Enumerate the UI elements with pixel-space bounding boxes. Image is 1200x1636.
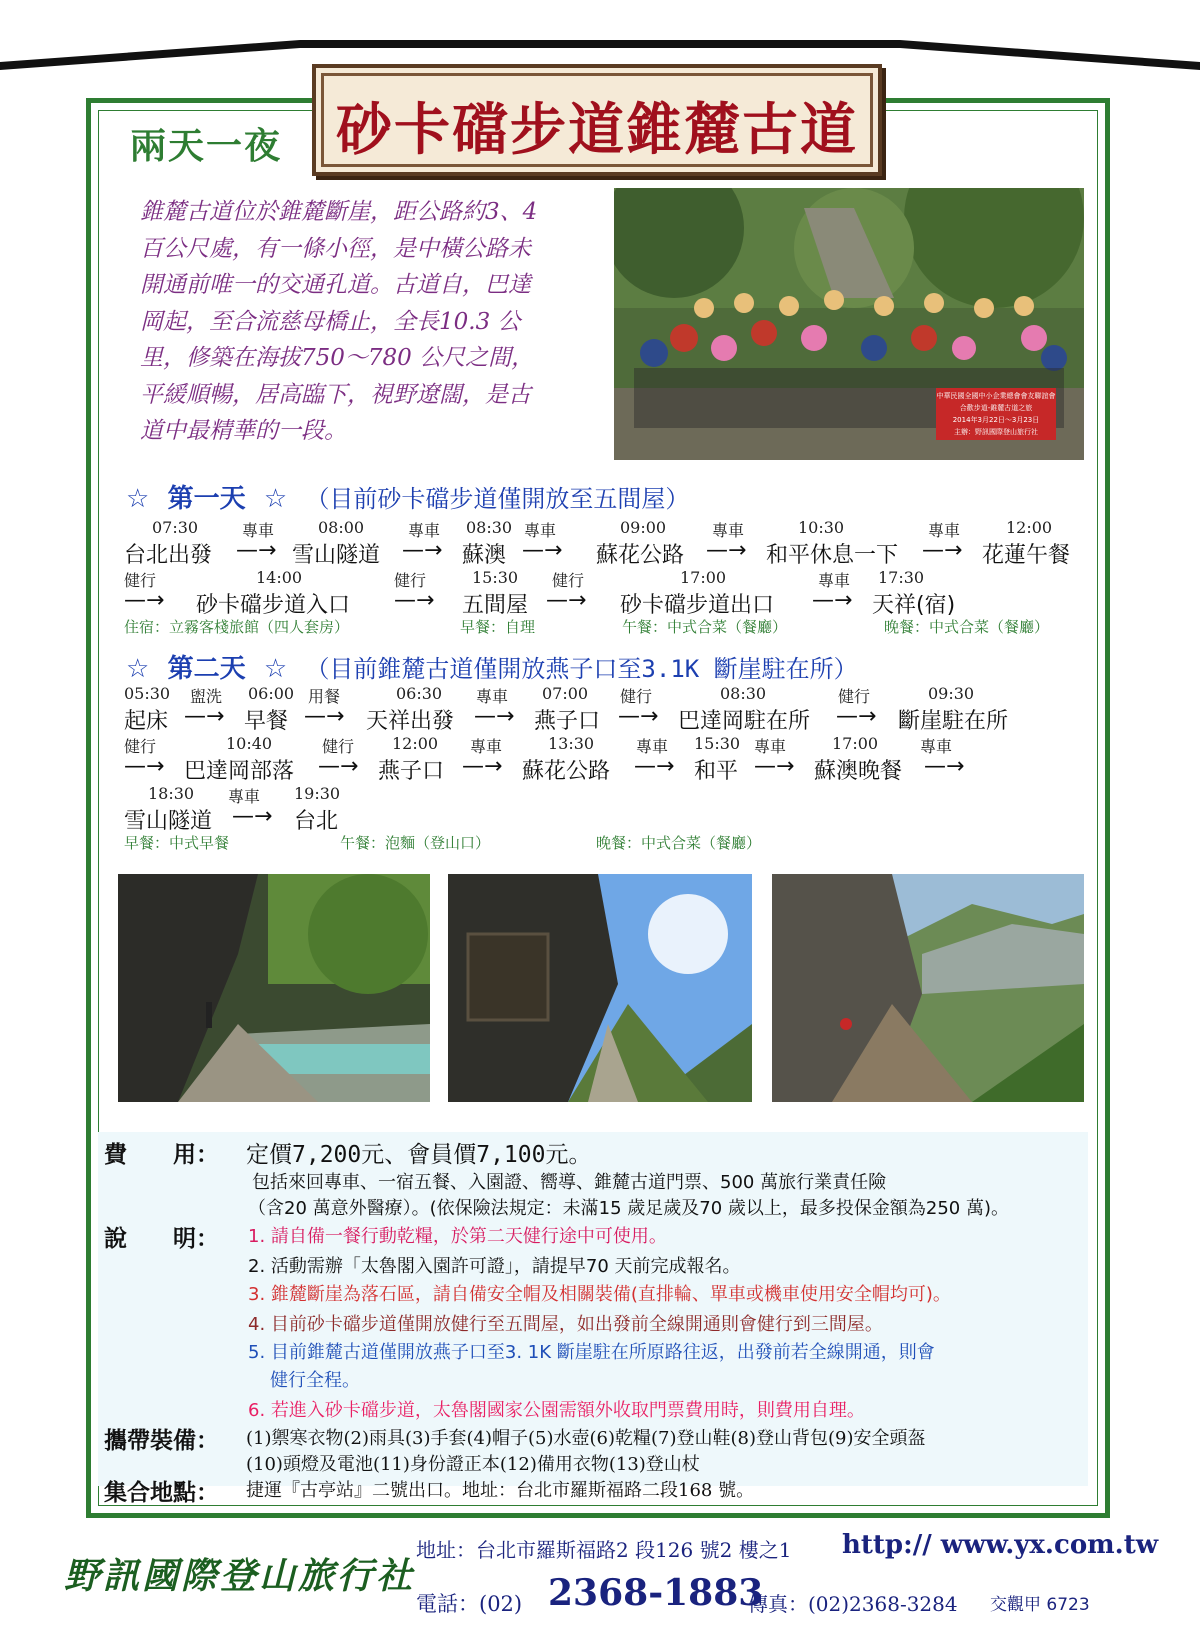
arrow-icon: —→	[836, 704, 877, 729]
itinerary-place: 燕子口	[534, 709, 601, 734]
note-item: 4. 目前砂卡礑步道僅開放健行至五間屋，如出發前全線開通則會健行到三間屋。	[248, 1314, 883, 1335]
banner-line: 中華民國全國中小企業總會會友聯誼會	[936, 392, 1056, 400]
itinerary-place: 起床	[124, 709, 169, 734]
agency-website[interactable]: http:// www.yx.com.tw	[842, 1530, 1159, 1560]
trail-photo-gorge	[118, 874, 430, 1102]
day2-heading	[126, 648, 858, 685]
itinerary-time: 12:00	[1006, 518, 1053, 537]
meal-info: 早餐：中式早餐	[124, 834, 230, 852]
day2-note: （目前錐麓古道僅開放燕子口至3.1K 斷崖駐在所）	[305, 655, 858, 683]
itinerary-transport: 健行	[552, 571, 585, 590]
arrow-icon: —→	[924, 754, 965, 779]
note-item: 1. 請自備一餐行動乾糧，於第二天健行途中可使用。	[248, 1226, 667, 1247]
license-number: 交觀甲 6723	[990, 1595, 1090, 1615]
itinerary-time: 10:40	[226, 734, 273, 753]
title-plaque	[312, 64, 882, 176]
phone-number[interactable]: 2368-1883	[548, 1572, 764, 1614]
itinerary-transport: 盥洗	[190, 687, 223, 706]
note-item: 2. 活動需辦「太魯閣入園許可證」，請提早70 天前完成報名。	[248, 1256, 741, 1277]
itinerary-time: 12:00	[392, 734, 439, 753]
itinerary-transport: 健行	[322, 737, 355, 756]
intro-line: 錐麓古道位於錐麓斷崖，距公路約3、4	[140, 199, 538, 225]
itinerary-time: 06:30	[396, 684, 443, 703]
itinerary-transport: 專車	[818, 571, 851, 590]
intro-paragraph	[140, 194, 560, 450]
arrow-icon: —→	[754, 754, 795, 779]
arrow-icon: —→	[474, 704, 515, 729]
fee-detail: 包括來回專車、一宿五餐、入園證、嚮導、錐麓古道門票、500 萬旅行業責任險	[252, 1172, 887, 1193]
itinerary-transport: 專車	[228, 787, 261, 806]
itinerary-transport: 專車	[636, 737, 669, 756]
itinerary-transport: 專車	[242, 521, 275, 540]
notes-label: 說 明：	[104, 1226, 219, 1252]
itinerary-time: 09:30	[928, 684, 975, 703]
itinerary-transport: 健行	[838, 687, 871, 706]
trip-duration: 兩天一夜	[130, 126, 283, 167]
itinerary-time: 10:30	[798, 518, 845, 537]
intro-line: 平緩順暢，居高臨下，視野遼闊，是古	[140, 381, 531, 408]
arrow-icon: —→	[522, 538, 563, 563]
itinerary-place: 蘇澳晚餐	[814, 759, 903, 784]
fax-number: 傳真：(02)2368-3284	[748, 1592, 958, 1616]
meal-info: 午餐：中式合菜（餐廳）	[622, 618, 788, 636]
arrow-icon: —→	[546, 588, 587, 613]
note-item: 6. 若進入砂卡礑步道，太魯閣國家公園需額外收取門票費用時，則費用自理。	[248, 1400, 865, 1421]
arrow-icon: —→	[618, 704, 659, 729]
gear-label: 攜帶裝備：	[104, 1428, 219, 1454]
day1-title: 第一天	[167, 484, 246, 514]
group-photo	[614, 188, 1084, 460]
itinerary-transport: 用餐	[308, 687, 341, 706]
meal-info: 晚餐：中式合菜（餐廳）	[884, 618, 1050, 636]
itinerary-time: 08:00	[318, 518, 365, 537]
itinerary-time: 06:00	[248, 684, 295, 703]
trail-photo-cliff-sign	[448, 874, 752, 1102]
itinerary-time: 05:30	[124, 684, 171, 703]
banner-line: 主辦：野訊國際登山旅行社	[954, 428, 1038, 436]
itinerary-time: 14:00	[256, 568, 303, 587]
itinerary-transport: 健行	[394, 571, 427, 590]
itinerary-place: 台北出發	[124, 543, 213, 568]
gear-list: (10)頭燈及電池(11)身份證正本(12)備用衣物(13)登山杖	[246, 1454, 700, 1475]
itinerary-time: 07:00	[542, 684, 589, 703]
page-title: 砂卡礑步道錐麓古道	[336, 98, 858, 163]
banner-line: 2014年3月22日～3月23日	[952, 416, 1040, 424]
meal-info: 午餐：泡麵（登山口）	[340, 834, 491, 852]
itinerary-time: 09:00	[620, 518, 667, 537]
intro-line: 里，修築在海拔750～780 公尺之間，	[140, 345, 535, 371]
itinerary-time: 17:00	[680, 568, 727, 587]
arrow-icon: —→	[394, 588, 435, 613]
itinerary-transport: 健行	[620, 687, 653, 706]
arrow-icon: —→	[124, 754, 165, 779]
arrow-icon: —→	[318, 754, 359, 779]
arrow-icon: —→	[706, 538, 747, 563]
arrow-icon: —→	[402, 538, 443, 563]
itinerary-time: 17:30	[878, 568, 925, 587]
intro-line: 道中最精華的一段。	[140, 418, 347, 444]
star-icon: ☆	[126, 484, 150, 514]
day1-note: （目前砂卡礑步道僅開放至五間屋）	[305, 485, 690, 513]
meeting-point: 捷運『古亭站』二號出口。地址：台北市羅斯福路二段168 號。	[246, 1480, 755, 1501]
itinerary-time: 15:30	[472, 568, 519, 587]
photo-banner	[936, 388, 1056, 440]
itinerary-transport: 專車	[524, 521, 557, 540]
itinerary-transport: 健行	[124, 737, 157, 756]
itinerary-time: 17:00	[832, 734, 879, 753]
phone-label: 電話：(02)	[416, 1592, 523, 1616]
itinerary-place: 台北	[294, 809, 339, 834]
itinerary-time: 19:30	[294, 784, 341, 803]
itinerary-place: 和平	[694, 759, 739, 784]
itinerary-transport: 專車	[928, 521, 961, 540]
arrow-icon: —→	[812, 588, 853, 613]
intro-line: 百公尺處，有一條小徑，是中橫公路未	[140, 235, 531, 262]
arrow-icon: —→	[124, 588, 165, 613]
itinerary-place: 巴達岡部落	[184, 759, 295, 784]
intro-line: 開通前唯一的交通孔道。古道自，巴達	[140, 272, 531, 298]
itinerary-place: 燕子口	[378, 759, 445, 784]
itinerary-transport: 專車	[712, 521, 745, 540]
itinerary-time: 08:30	[720, 684, 767, 703]
star-icon: ☆	[263, 654, 288, 684]
star-icon: ☆	[126, 654, 150, 684]
arrow-icon: —→	[634, 754, 675, 779]
itinerary-place: 蘇澳	[462, 543, 507, 568]
fee-detail: （含20 萬意外醫療）。(依保險法規定：未滿15 歲足歲及70 歲以上，最多投保金額為250 萬)。	[248, 1198, 1009, 1219]
itinerary-place: 蘇花公路	[596, 543, 685, 568]
agency-name: 野訊國際登山旅行社	[64, 1555, 416, 1597]
fee-label: 費 用：	[104, 1142, 219, 1168]
itinerary-place: 巴達岡駐在所	[678, 709, 811, 734]
arrow-icon: —→	[236, 538, 277, 563]
itinerary-place: 和平休息一下	[766, 543, 899, 568]
arrow-icon: —→	[922, 538, 963, 563]
itinerary-place: 五間屋	[462, 593, 529, 618]
note-item: 健行全程。	[270, 1370, 360, 1391]
arrow-icon: —→	[304, 704, 345, 729]
itinerary-place: 砂卡礑步道出口	[620, 593, 775, 618]
itinerary-place: 斷崖駐在所	[898, 709, 1009, 734]
arrow-icon: —→	[462, 754, 503, 779]
itinerary-place: 雪山隧道	[124, 809, 213, 834]
arrow-icon: —→	[232, 804, 273, 829]
itinerary-transport: 專車	[408, 521, 441, 540]
itinerary-place: 天祥(宿)	[872, 593, 956, 618]
meeting-label: 集合地點：	[104, 1480, 219, 1506]
itinerary-time: 15:30	[694, 734, 741, 753]
banner-line: 合歡步道-錐麓古道之旅	[959, 404, 1033, 412]
gear-list: (1)禦寒衣物(2)雨具(3)手套(4)帽子(5)水壺(6)乾糧(7)登山鞋(8)登山背包(9)安全頭盔	[246, 1428, 926, 1449]
itinerary-transport: 專車	[920, 737, 953, 756]
trail-photo-valley	[772, 874, 1084, 1102]
day2-title: 第二天	[167, 654, 246, 684]
itinerary-place: 天祥出發	[366, 709, 455, 734]
star-icon: ☆	[263, 484, 288, 514]
itinerary-place: 早餐	[244, 709, 289, 734]
agency-address: 地址：台北市羅斯福路2 段126 號2 樓之1	[416, 1538, 792, 1562]
meal-info: 晚餐：中式合菜（餐廳）	[596, 834, 762, 852]
meal-info: 早餐：自理	[460, 618, 536, 636]
arrow-icon: —→	[184, 704, 225, 729]
itinerary-time: 07:30	[152, 518, 199, 537]
itinerary-transport: 專車	[470, 737, 503, 756]
fee-price: 定價7,200元、會員價7,100元。	[246, 1142, 592, 1168]
note-item: 5. 目前錐麓古道僅開放燕子口至3. 1K 斷崖駐在所原路往返，出發前若全線開通，則會	[248, 1342, 935, 1363]
itinerary-place: 砂卡礑步道入口	[196, 593, 351, 618]
itinerary-time: 08:30	[466, 518, 513, 537]
lodging-info: 住宿：立霧客棧旅館（四人套房）	[124, 618, 350, 636]
intro-line: 岡起，至合流慈母橋止，全長10.3 公	[140, 308, 521, 335]
day1-heading	[126, 478, 689, 515]
itinerary-transport: 專車	[754, 737, 787, 756]
itinerary-transport: 專車	[476, 687, 509, 706]
itinerary-transport: 健行	[124, 571, 157, 590]
itinerary-time: 18:30	[148, 784, 195, 803]
itinerary-place: 花蓮午餐	[982, 543, 1071, 568]
itinerary-place: 蘇花公路	[522, 759, 611, 784]
note-item: 3. 錐麓斷崖為落石區，請自備安全帽及相關裝備(直排輪、單車或機車使用安全帽均可)。	[248, 1284, 951, 1305]
itinerary-time: 13:30	[548, 734, 595, 753]
itinerary-place: 雪山隧道	[292, 543, 381, 568]
